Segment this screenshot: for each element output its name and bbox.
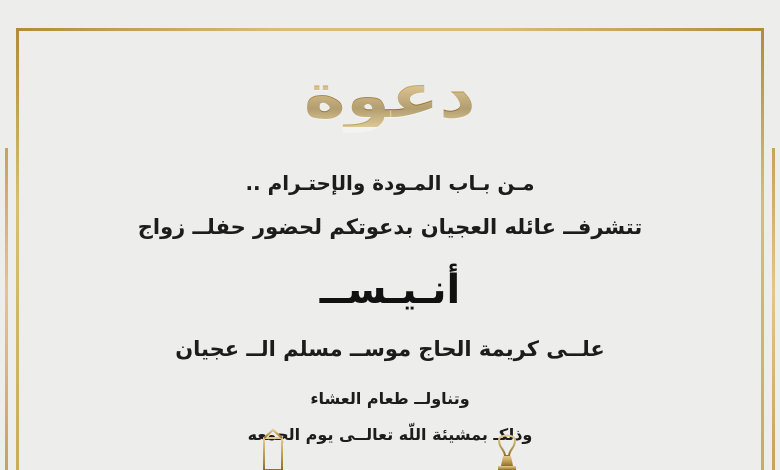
- host-line: تتشرفــ عائله العجيان بدعوتكم لحضور حفلــ زواج: [137, 215, 643, 239]
- date-line: وذلكـ بمشيئة اللّه تعالــى يوم الجمعه: [247, 425, 533, 444]
- frame-inner-left-border: [5, 148, 8, 470]
- invitation-content: [24, 28, 756, 470]
- greeting-line: مـن بـاب المـودة والإحتـرام ..: [245, 171, 535, 195]
- frame-inner-right-border: [772, 148, 775, 470]
- frame-right-border: [761, 28, 764, 470]
- page-title: دعوة: [303, 59, 477, 132]
- bride-line: علــى كريمة الحاج موســ مسلم الــ عجيان: [175, 336, 605, 361]
- gold-vase-ornament: [485, 426, 529, 470]
- invitation-title-block: [24, 50, 756, 142]
- dinner-line: وتناولــ طعام العشاء: [310, 389, 470, 408]
- gold-lantern-ornament: [251, 426, 295, 470]
- frame-left-border: [16, 28, 19, 470]
- groom-name: أنـيـســ: [319, 266, 461, 313]
- ornament-row: [0, 424, 780, 470]
